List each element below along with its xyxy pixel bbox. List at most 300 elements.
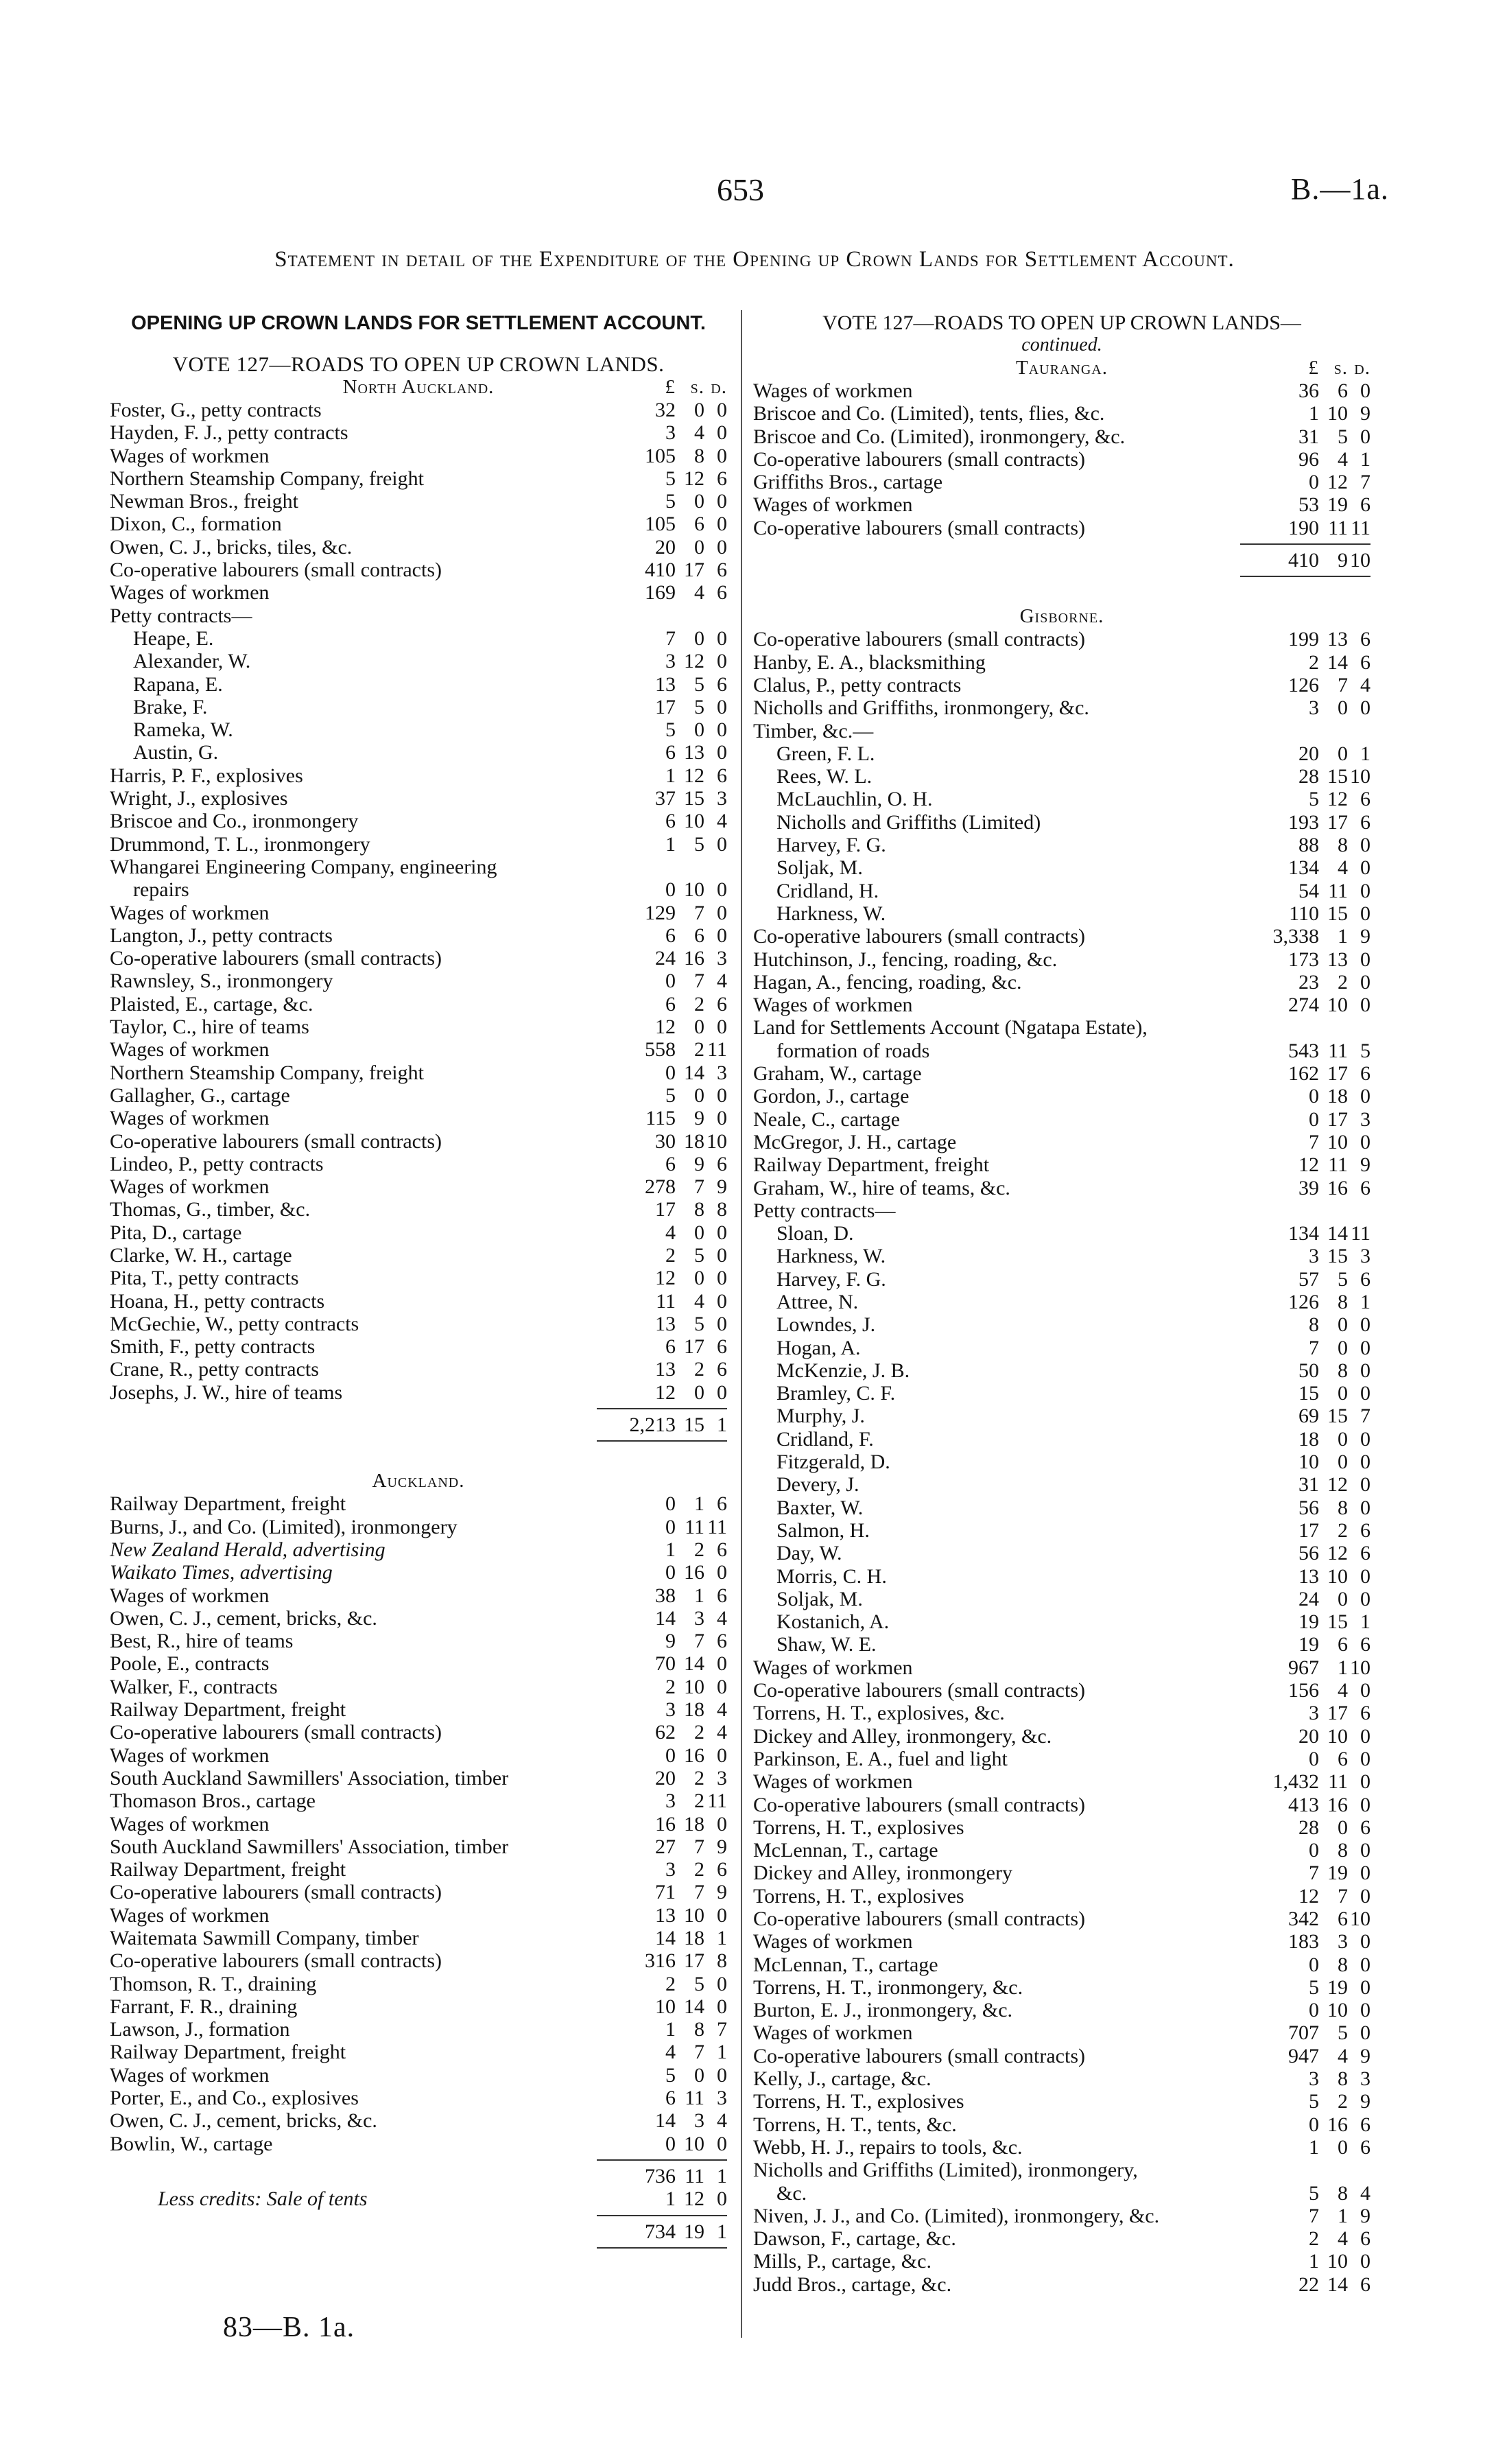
- entry-label: Wages of workmen: [110, 901, 270, 924]
- amount-pounds: 1: [665, 2018, 676, 2041]
- amount-pounds: 410: [645, 559, 676, 582]
- amount-shillings: 2: [694, 1038, 704, 1061]
- table-row: [110, 1153, 727, 1175]
- entry-label: Graham, W., cartage: [753, 1062, 922, 1086]
- amount-pence: 0: [1360, 2250, 1370, 2273]
- amount-pence: 0: [717, 490, 727, 513]
- table-row: [110, 1538, 727, 1561]
- total-rule: [110, 1404, 727, 1413]
- amount-pence: 6: [1360, 1267, 1370, 1291]
- amount-shillings: 8: [1338, 1496, 1348, 1519]
- amount-pence: 6: [717, 1538, 727, 1561]
- amount-shillings: 3: [694, 1606, 704, 1630]
- total-rule: [753, 539, 1370, 549]
- amount-shillings: 16: [684, 1561, 704, 1584]
- amount-shillings: 5: [694, 695, 704, 718]
- amount-pounds: 27: [655, 1835, 676, 1858]
- table-row: [110, 1744, 727, 1767]
- entry-label: Harkness, W.: [776, 1245, 886, 1268]
- amount-pence: 0: [717, 513, 727, 536]
- amount-pounds: 736: [645, 2164, 676, 2187]
- amount-pounds: 23: [1298, 970, 1319, 994]
- table-row: [753, 1976, 1370, 1999]
- table-row: [110, 1016, 727, 1038]
- amount-pence: 6: [1360, 1816, 1370, 1839]
- amount-pence: 0: [1360, 696, 1370, 720]
- amount-shillings: 2: [694, 1721, 704, 1744]
- total-rule: [753, 572, 1370, 581]
- entry-label: Griffiths Bros., cartage: [753, 471, 943, 494]
- amount-pence: 6: [1360, 493, 1370, 517]
- table-row: [753, 2113, 1370, 2136]
- table-row: [110, 878, 727, 901]
- table-row: [753, 2045, 1370, 2067]
- table-row: [110, 445, 727, 467]
- entry-label: Torrens, H. T., tents, &c.: [753, 2113, 957, 2136]
- section-heading: [110, 1469, 727, 1492]
- amount-pounds: 6: [665, 924, 676, 947]
- amount-pounds: 4: [665, 2041, 676, 2064]
- entry-label: McLennan, T., cartage: [753, 1953, 938, 1976]
- entry-label: Nicholls and Griffiths, ironmongery, &c.: [753, 696, 1089, 720]
- table-row: [753, 1382, 1370, 1405]
- table-row: [110, 536, 727, 559]
- entry-label: Wages of workmen: [753, 1656, 913, 1679]
- amount-pounds: 6: [665, 1152, 676, 1175]
- amount-pence: 6: [1360, 2227, 1370, 2251]
- amount-pence: 6: [1360, 2113, 1370, 2136]
- table-row: [110, 1973, 727, 1995]
- table-row: [753, 971, 1370, 994]
- amount-pence: 6: [1360, 1702, 1370, 1725]
- entry-label: Thomason Bros., cartage: [110, 1790, 316, 1813]
- entry-label: Burton, E. J., ironmongery, &c.: [753, 1999, 1013, 2022]
- header-shillings: s.: [1333, 357, 1348, 379]
- amount-pounds: 3: [665, 650, 676, 673]
- amount-shillings: 6: [694, 513, 704, 536]
- table-row: [753, 1542, 1370, 1564]
- amount-shillings: 9: [1338, 549, 1348, 572]
- table-row: [753, 1153, 1370, 1176]
- table-row: [110, 513, 727, 535]
- amount-shillings: 14: [1327, 2273, 1348, 2296]
- entry-label: Thomas, G., timber, &c.: [110, 1198, 311, 1221]
- amount-shillings: 14: [684, 1061, 704, 1084]
- total-row: [110, 1413, 727, 1436]
- header-pence: d.: [711, 376, 727, 398]
- amount-pence: 10: [707, 1129, 727, 1153]
- entry-label: Co-operative labourers (small contracts): [110, 559, 442, 582]
- entry-label: Foster, G., petty contracts: [110, 399, 322, 421]
- amount-shillings: 10: [1327, 1724, 1348, 1748]
- amount-pounds: 115: [645, 1107, 676, 1130]
- table-row: [110, 2018, 727, 2041]
- section-title: Gisborne.: [1019, 605, 1104, 628]
- table-row: [753, 765, 1370, 788]
- amount-pence: 7: [1360, 1405, 1370, 1428]
- amount-pounds: 31: [1298, 425, 1319, 448]
- table-row: [753, 1428, 1370, 1451]
- amount-pence: 0: [1360, 1473, 1370, 1497]
- section-heading: [753, 356, 1370, 379]
- amount-pence: 0: [1360, 1313, 1370, 1337]
- table-row: [110, 1721, 727, 1744]
- table-row: [753, 651, 1370, 674]
- amount-pounds: 7: [665, 626, 676, 650]
- entry-label: Hoana, H., petty contracts: [110, 1289, 325, 1313]
- entry-label: Wages of workmen: [753, 379, 913, 402]
- entry-label: Rapana, E.: [133, 672, 223, 696]
- amount-shillings: 0: [1338, 2135, 1348, 2159]
- amount-pounds: 1: [1309, 2250, 1319, 2273]
- column-divider: [741, 310, 742, 2338]
- section-title: Auckland.: [372, 1470, 465, 1492]
- amount-pence: 1: [717, 1413, 727, 1437]
- amount-shillings: 12: [1327, 788, 1348, 811]
- amount-shillings: 5: [694, 1243, 704, 1267]
- amount-shillings: 7: [694, 2041, 704, 2064]
- amount-pence: 0: [1360, 1085, 1370, 1108]
- entry-label: Poole, E., contracts: [110, 1652, 270, 1676]
- amount-pounds: 71: [655, 1881, 676, 1904]
- right-column: [753, 312, 1370, 2296]
- amount-shillings: 10: [1327, 2250, 1348, 2273]
- table-row: [753, 1588, 1370, 1610]
- table-row: [110, 1927, 727, 1949]
- table-row: [753, 1839, 1370, 1862]
- amount-shillings: 13: [1327, 948, 1348, 971]
- table-row: [110, 902, 727, 924]
- amount-pence: 6: [717, 1152, 727, 1175]
- entry-label: Wages of workmen: [110, 1107, 270, 1130]
- amount-shillings: 4: [1338, 447, 1348, 471]
- amount-shillings: 4: [694, 421, 704, 445]
- amount-pence: 0: [717, 399, 727, 421]
- amount-shillings: 1: [1338, 2204, 1348, 2227]
- amount-pounds: 5: [1309, 2181, 1319, 2205]
- total-rule: [110, 1436, 727, 1446]
- amount-pounds: 1: [1309, 2135, 1319, 2159]
- table-row: [753, 1999, 1370, 2021]
- amount-pence: 3: [717, 2087, 727, 2110]
- table-row: [110, 605, 727, 627]
- amount-shillings: 18: [684, 1129, 704, 1153]
- amount-shillings: 10: [1327, 1130, 1348, 1153]
- amount-shillings: 12: [684, 764, 704, 787]
- amount-shillings: 10: [684, 2132, 704, 2155]
- entry-label: Soljak, M.: [776, 1587, 863, 1610]
- amount-pounds: 0: [665, 1061, 676, 1084]
- amount-shillings: 15: [684, 1413, 704, 1437]
- entry-label: Drummond, T. L., ironmongery: [110, 832, 370, 856]
- amount-shillings: 13: [684, 741, 704, 764]
- entry-label: Nicholls and Griffiths (Limited): [776, 810, 1041, 834]
- table-row: [110, 1244, 727, 1267]
- entry-label: Taylor, C., hire of teams: [110, 1016, 309, 1039]
- entry-label: Wages of workmen: [110, 1812, 270, 1835]
- amount-shillings: 0: [1338, 1587, 1348, 1610]
- table-row: [753, 1291, 1370, 1313]
- entry-label: McGechie, W., petty contracts: [110, 1312, 359, 1335]
- table-row: [110, 581, 727, 604]
- entry-label: Torrens, H. T., explosives, &c.: [753, 1702, 1005, 1725]
- entry-label: Dickey and Alley, ironmongery, &c.: [753, 1724, 1052, 1748]
- amount-pounds: 69: [1298, 1405, 1319, 1428]
- amount-pence: 0: [1360, 425, 1370, 448]
- entry-label: Briscoe and Co., ironmongery: [110, 810, 359, 833]
- entry-label: Wages of workmen: [110, 1744, 270, 1767]
- amount-shillings: 7: [1338, 1884, 1348, 1908]
- table-row: [753, 402, 1370, 425]
- amount-pounds: 558: [645, 1038, 676, 1061]
- entry-label: Sloan, D.: [776, 1222, 854, 1245]
- amount-pounds: 707: [1288, 2021, 1319, 2045]
- table-row: [110, 1084, 727, 1107]
- amount-pounds: 4: [665, 1221, 676, 1244]
- amount-shillings: 8: [1338, 834, 1348, 857]
- amount-pounds: 20: [1298, 1724, 1319, 1748]
- amount-shillings: 0: [694, 490, 704, 513]
- entry-label: McKenzie, J. B.: [776, 1359, 910, 1382]
- amount-pounds: 10: [655, 1995, 676, 2018]
- entry-label: Thomson, R. T., draining: [110, 1972, 317, 1995]
- entry-label: Hogan, A.: [776, 1336, 861, 1359]
- amount-shillings: 0: [1338, 742, 1348, 765]
- entry-label: Harvey, F. G.: [776, 1267, 886, 1291]
- amount-pounds: 0: [665, 1561, 676, 1584]
- table-row: [110, 2109, 727, 2132]
- amount-shillings: 11: [1328, 879, 1348, 902]
- amount-pence: 0: [1360, 1862, 1370, 1885]
- amount-pounds: 1: [665, 2187, 676, 2211]
- amount-pounds: 0: [1309, 1953, 1319, 1976]
- amount-shillings: 12: [1327, 1473, 1348, 1497]
- amount-pence: 0: [1360, 1359, 1370, 1382]
- amount-pounds: 156: [1288, 1679, 1319, 1702]
- table-row: [753, 1040, 1370, 1062]
- entry-label: Co-operative labourers (small contracts): [753, 1793, 1085, 1816]
- entry-label: formation of roads: [776, 1039, 930, 1062]
- amount-pounds: 19: [1298, 1633, 1319, 1656]
- amount-shillings: 0: [694, 535, 704, 559]
- continued-label: continued.: [1021, 334, 1102, 355]
- amount-pence: 6: [1360, 1518, 1370, 1542]
- amount-shillings: 16: [1327, 1793, 1348, 1816]
- entry-label: Cridland, F.: [776, 1427, 874, 1451]
- entry-label: Less credits: Sale of tents: [158, 2187, 368, 2211]
- entry-label: Nicholls and Griffiths (Limited), ironmongery,: [753, 2159, 1138, 2182]
- amount-pounds: 56: [1298, 1496, 1319, 1519]
- table-row: [110, 856, 727, 878]
- table-row: [753, 1268, 1370, 1291]
- amount-shillings: 5: [694, 832, 704, 856]
- amount-shillings: 7: [694, 901, 704, 924]
- amount-shillings: 4: [694, 1289, 704, 1313]
- amount-shillings: 18: [684, 1812, 704, 1835]
- amount-pence: 0: [1360, 1679, 1370, 1702]
- entry-label: Lawson, J., formation: [110, 2018, 290, 2041]
- amount-pounds: 105: [645, 513, 676, 536]
- amount-pounds: 190: [1288, 516, 1319, 539]
- section-gap: [753, 581, 1370, 605]
- amount-pence: 0: [717, 1812, 727, 1835]
- amount-shillings: 2: [694, 992, 704, 1016]
- table-row: [753, 1405, 1370, 1427]
- amount-shillings: 6: [1338, 1747, 1348, 1770]
- section-title: North Auckland.: [342, 376, 495, 398]
- table-row: [110, 1790, 727, 1812]
- amount-shillings: 12: [684, 650, 704, 673]
- amount-pence: 6: [717, 1358, 727, 1381]
- amount-pence: 0: [717, 878, 727, 902]
- amount-shillings: 18: [684, 1698, 704, 1722]
- amount-pence: 9: [1360, 2044, 1370, 2067]
- amount-pence: 0: [717, 2187, 727, 2211]
- entry-label: Railway Department, freight: [753, 1153, 990, 1177]
- table-row: [753, 720, 1370, 742]
- entry-label: Rawnsley, S., ironmongery: [110, 970, 333, 993]
- amount-shillings: 16: [684, 1744, 704, 1767]
- amount-pounds: 3: [665, 421, 676, 445]
- amount-pence: 0: [717, 924, 727, 947]
- table-row: [753, 1313, 1370, 1336]
- entry-label: Morris, C. H.: [776, 1564, 887, 1588]
- amount-shillings: 16: [1327, 1176, 1348, 1199]
- table-row: [110, 1835, 727, 1858]
- entry-label: Best, R., hire of teams: [110, 1630, 294, 1653]
- amount-shillings: 2: [1338, 1518, 1348, 1542]
- table-row: [753, 2067, 1370, 2090]
- amount-pounds: 6: [665, 1335, 676, 1359]
- entry-label: Wages of workmen: [110, 1038, 270, 1061]
- amount-pounds: 316: [645, 1949, 676, 1973]
- amount-pence: 8: [717, 1949, 727, 1973]
- amount-shillings: 17: [684, 1335, 704, 1359]
- amount-shillings: 5: [1338, 1267, 1348, 1291]
- entry-label: Farrant, F. R., draining: [110, 1995, 298, 2018]
- entry-label: Co-operative labourers (small contracts): [110, 1721, 442, 1744]
- amount-pounds: 11: [656, 1289, 676, 1313]
- amount-pence: 0: [1360, 1130, 1370, 1153]
- table-row: [110, 787, 727, 810]
- amount-pounds: 38: [655, 1584, 676, 1607]
- entry-label: Day, W.: [776, 1542, 842, 1565]
- amount-pence: 0: [1360, 1451, 1370, 1474]
- entry-label: Owen, C. J., cement, bricks, &c.: [110, 1606, 377, 1630]
- amount-pounds: 543: [1288, 1039, 1319, 1062]
- table-row: [110, 1290, 727, 1313]
- entry-label: Co-operative labourers (small contracts): [753, 2044, 1085, 2067]
- amount-pounds: 13: [1298, 1564, 1319, 1588]
- total-rule: [110, 2155, 727, 2165]
- entry-label: Wright, J., explosives: [110, 787, 288, 810]
- amount-shillings: 6: [1338, 1633, 1348, 1656]
- entry-label: Briscoe and Co. (Limited), ironmongery, &c.: [753, 425, 1126, 448]
- amount-pounds: 134: [1288, 856, 1319, 880]
- amount-pounds: 1: [665, 832, 676, 856]
- table-row: [753, 1908, 1370, 1930]
- table-row: [753, 1245, 1370, 1267]
- amount-shillings: 6: [1338, 379, 1348, 402]
- table-row: [110, 2041, 727, 2063]
- amount-pence: 6: [717, 992, 727, 1016]
- table-row: [753, 834, 1370, 856]
- amount-pence: 0: [717, 1083, 727, 1107]
- table-row: [110, 1949, 727, 1972]
- table-row: [110, 1881, 727, 1903]
- table-row: [753, 1062, 1370, 1085]
- total-row: [110, 2220, 727, 2243]
- entry-label: Dickey and Alley, ironmongery: [753, 1862, 1012, 1885]
- amount-pence: 6: [717, 467, 727, 490]
- amount-pounds: 1,432: [1272, 1770, 1319, 1794]
- entry-label: Niven, J. J., and Co. (Limited), ironmongery, &c.: [753, 2204, 1160, 2227]
- amount-pounds: 199: [1288, 628, 1319, 651]
- table-row: [753, 1725, 1370, 1748]
- entry-label: Smith, F., petty contracts: [110, 1335, 316, 1359]
- left-column: [110, 312, 727, 2253]
- amount-pence: 0: [1360, 2021, 1370, 2045]
- amount-pounds: 19: [1298, 1610, 1319, 1634]
- amount-pence: 6: [1360, 628, 1370, 651]
- amount-shillings: 17: [1327, 810, 1348, 834]
- amount-pounds: 53: [1298, 493, 1319, 517]
- amount-pounds: 5: [665, 2063, 676, 2087]
- account-heading: OPENING UP CROWN LANDS FOR SETTLEMENT ACCOUNT.: [131, 312, 706, 334]
- amount-pence: 0: [1360, 1724, 1370, 1748]
- amount-pounds: 2: [1309, 650, 1319, 674]
- amount-shillings: 15: [1327, 1245, 1348, 1268]
- table-row: [753, 448, 1370, 471]
- entry-label: Railway Department, freight: [110, 1698, 346, 1722]
- amount-shillings: 2: [694, 1766, 704, 1790]
- amount-pence: 10: [1350, 1656, 1370, 1679]
- amount-pounds: 0: [665, 1515, 676, 1538]
- entry-label: Devery, J.: [776, 1473, 859, 1497]
- total-row: [753, 549, 1370, 572]
- entry-label: Wages of workmen: [753, 1770, 913, 1794]
- amount-shillings: 13: [1327, 628, 1348, 651]
- table-row: [110, 673, 727, 696]
- amount-pounds: 134: [1288, 1222, 1319, 1245]
- amount-pence: 1: [1360, 447, 1370, 471]
- amount-pounds: 13: [655, 1312, 676, 1335]
- amount-pence: 0: [717, 1107, 727, 1130]
- amount-pence: 9: [1360, 402, 1370, 425]
- amount-pence: 6: [717, 581, 727, 605]
- amount-shillings: 15: [684, 787, 704, 810]
- amount-pounds: 9: [665, 1630, 676, 1653]
- table-row: [110, 1813, 727, 1835]
- table-row: [110, 1358, 727, 1381]
- amount-shillings: 12: [1327, 471, 1348, 494]
- amount-pence: 1: [717, 2041, 727, 2064]
- amount-pence: 3: [1360, 1107, 1370, 1131]
- table-row: [110, 718, 727, 741]
- entry-label: Land for Settlements Account (Ngatapa Estate),: [753, 1016, 1148, 1040]
- table-row: [110, 1630, 727, 1652]
- amount-shillings: 8: [694, 444, 704, 467]
- amount-pence: 3: [717, 1061, 727, 1084]
- amount-pence: 6: [1360, 1633, 1370, 1656]
- amount-shillings: 16: [1327, 2113, 1348, 2136]
- amount-shillings: 1: [1338, 925, 1348, 948]
- amount-pounds: 947: [1288, 2044, 1319, 2067]
- table-row: [110, 1676, 727, 1698]
- amount-pence: 0: [717, 1267, 727, 1290]
- amount-pence: 6: [1360, 650, 1370, 674]
- table-row: [753, 2136, 1370, 2159]
